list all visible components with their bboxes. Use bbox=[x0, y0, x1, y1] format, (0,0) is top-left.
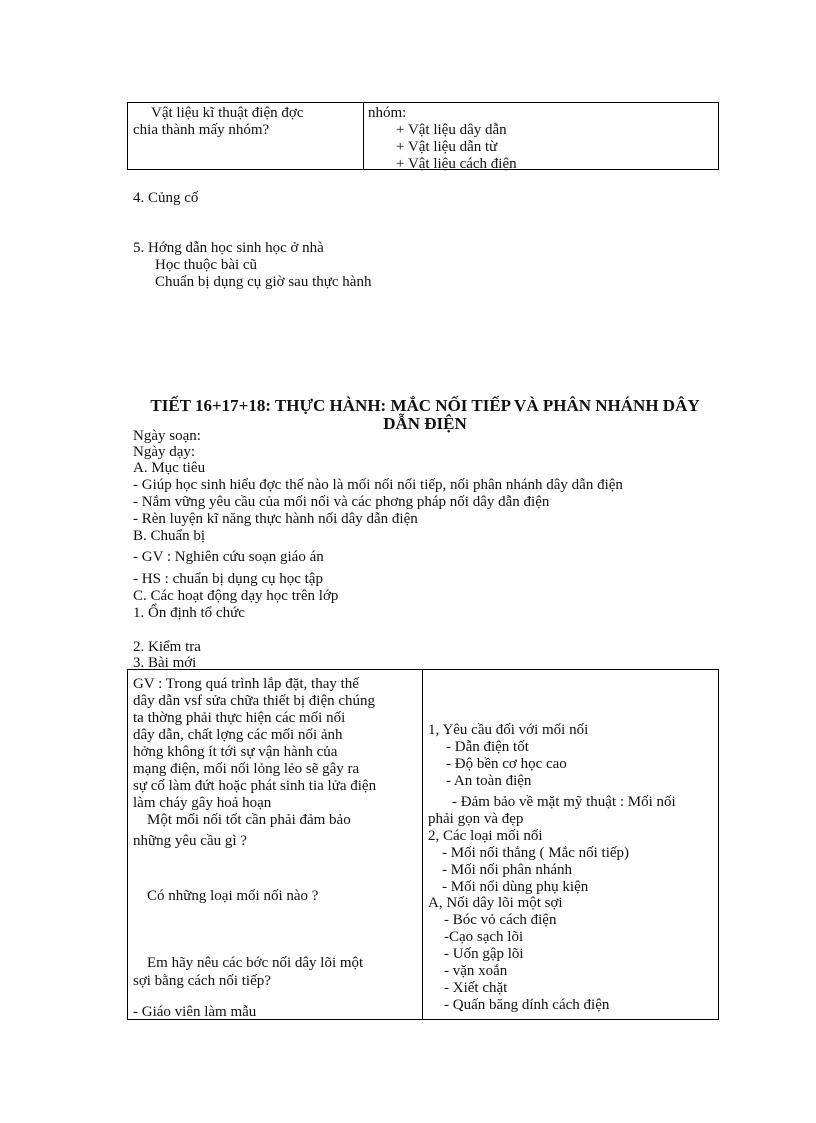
body-line: 1. Ổn định tổ chức bbox=[133, 605, 245, 621]
intro-line: dây dẫn vsf sửa chữa thiết bị điện chúng bbox=[133, 693, 376, 709]
body-line: B. Chuẩn bị bbox=[133, 528, 206, 544]
huong-dan-item: Học thuộc bài cũ bbox=[155, 257, 258, 273]
right-single-items bbox=[444, 912, 609, 1014]
req-item: - An toàn điện bbox=[446, 773, 532, 789]
body-line: 2. Kiểm tra bbox=[133, 639, 201, 655]
single-item: - Bóc vỏ cách điện bbox=[444, 912, 557, 928]
lesson-title-line: DẪN ĐIỆN bbox=[383, 414, 467, 433]
right-req-heading: 1, Yêu cầu đối với mối nối bbox=[428, 722, 589, 738]
main-table-divider bbox=[422, 669, 423, 1020]
intro-line: mạng điện, mối nối lỏng lẻo sẽ gây ra bbox=[133, 761, 360, 777]
q1-line: những yêu cầu gì ? bbox=[133, 833, 247, 849]
body-line: - Rèn luyện kĩ năng thực hành nối dây dẫn điện bbox=[133, 511, 418, 527]
single-item: -Cạo sạch lõi bbox=[444, 929, 524, 945]
single-item: - vặn xoắn bbox=[444, 963, 508, 979]
question-line: chia thành mấy nhóm? bbox=[133, 122, 270, 138]
main-left-note: - Giáo viên làm mẫu bbox=[133, 1004, 257, 1020]
single-item: - Uốn gập lõi bbox=[444, 946, 524, 962]
types-item: - Mối nối dùng phụ kiện bbox=[442, 879, 589, 895]
req-item: - Độ bền cơ học cao bbox=[446, 756, 567, 772]
right-types-items bbox=[442, 845, 629, 896]
body-line: Ngày soạn: bbox=[133, 428, 201, 444]
top-table-divider bbox=[363, 102, 364, 170]
body-line: Ngày dạy: bbox=[133, 444, 196, 460]
right-single-heading: A, Nối dây lõi một sợi bbox=[428, 895, 563, 911]
lesson-title-line: TIẾT 16+17+18: THỰC HÀNH: MẮC NỐI TIẾP VÀ PHÂN NHÁNH DÂY bbox=[150, 396, 700, 415]
q1-line: Một mối nối tốt cần phải đảm bảo bbox=[147, 812, 351, 828]
q3-line: Em hãy nêu các bớc nối dây lõi một bbox=[147, 955, 364, 971]
answer-line: + Vật liệu cách điện bbox=[396, 156, 517, 172]
right-req-extra bbox=[428, 794, 676, 828]
intro-line: GV : Trong quá trình lắp đặt, thay thế bbox=[133, 676, 359, 692]
question-line: Vật liệu kĩ thuật điện đợc bbox=[151, 105, 304, 121]
body-line: - GV : Nghiên cứu soạn giáo án bbox=[133, 549, 324, 565]
answer-line: + Vật liệu dây dẫn bbox=[396, 122, 507, 138]
top-table-answer bbox=[368, 105, 517, 173]
main-left-q2: Có những loại mối nối nào ? bbox=[147, 888, 319, 904]
body-line: - Nắm vững yêu cầu của mối nối và các phơng pháp nối dây dẫn điện bbox=[133, 494, 550, 510]
body-line: - HS : chuẩn bị dụng cụ học tập bbox=[133, 571, 323, 587]
intro-line: dây dẫn, chất lợng các mối nối ảnh bbox=[133, 727, 343, 743]
right-req-items bbox=[446, 739, 567, 790]
body-line: 3. Bài mới bbox=[133, 655, 197, 671]
huong-dan-section bbox=[133, 240, 371, 291]
answer-line: nhóm: bbox=[368, 105, 407, 121]
right-types-heading: 2, Các loại mối nối bbox=[428, 828, 543, 844]
types-item: - Mối nối phân nhánh bbox=[442, 862, 572, 878]
cung-co-heading: 4. Củng cố bbox=[133, 190, 199, 206]
intro-line: hởng không ít tới sự vận hành của bbox=[133, 744, 338, 760]
main-left-intro bbox=[133, 676, 376, 812]
intro-line: làm cháy gây hoả hoạn bbox=[133, 795, 272, 811]
body-line: C. Các hoạt động dạy học trên lớp bbox=[133, 588, 339, 604]
single-item: - Quấn băng dính cách điện bbox=[444, 997, 610, 1013]
q3-line: sợi bằng cách nối tiếp? bbox=[133, 973, 271, 989]
intro-line: sự cố làm đứt hoặc phát sinh tia lửa điện bbox=[133, 778, 377, 794]
req-item: - Dẫn điện tốt bbox=[446, 739, 529, 755]
huong-dan-item: Chuẩn bị dụng cụ giờ sau thực hành bbox=[155, 274, 372, 290]
single-item: - Xiết chặt bbox=[444, 980, 508, 996]
lesson-title bbox=[110, 397, 740, 433]
types-item: - Mối nối thẳng ( Mắc nối tiếp) bbox=[442, 845, 630, 861]
answer-line: + Vật liệu dẫn từ bbox=[396, 139, 498, 155]
req-extra-line: phải gọn và đẹp bbox=[428, 811, 524, 827]
huong-dan-heading: 5. Hớng dẫn học sinh học ở nhà bbox=[133, 240, 324, 256]
top-table-question bbox=[133, 105, 303, 139]
req-extra-line: - Đảm bảo về mặt mỹ thuật : Mối nối bbox=[452, 794, 676, 810]
main-left-q1 bbox=[133, 812, 351, 850]
body-line: - Giúp học sinh hiểu đợc thế nào là mối nối nối tiếp, nối phân nhánh dây dẫn điện bbox=[133, 477, 623, 493]
main-left-q3 bbox=[133, 955, 363, 990]
intro-line: ta thờng phải thực hiện các mối nối bbox=[133, 710, 346, 726]
body-line: A. Mục tiêu bbox=[133, 460, 206, 476]
